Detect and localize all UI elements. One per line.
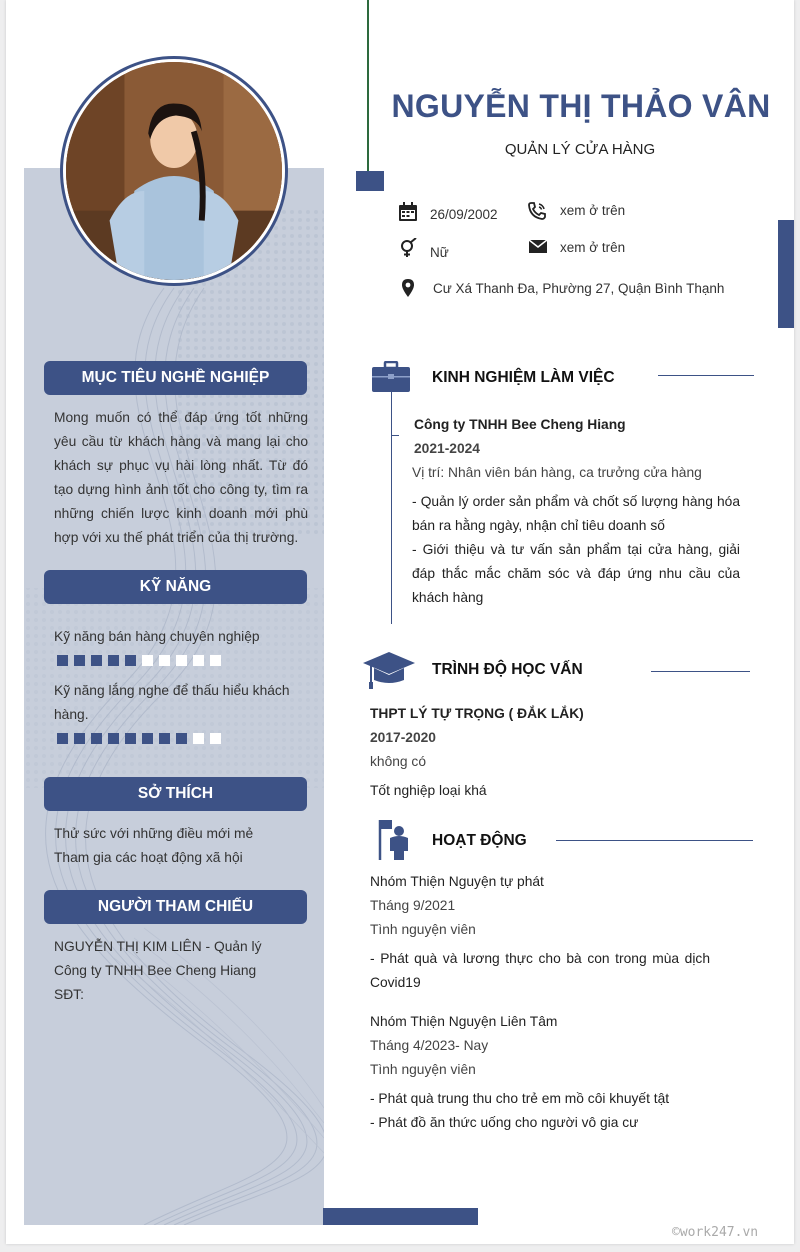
experience-period: 2021-2024 (414, 441, 480, 456)
address: Cư Xá Thanh Đa, Phường 27, Quận Bình Thạnh (433, 281, 725, 296)
skill-square-empty (193, 655, 204, 666)
graduation-cap-icon (361, 650, 417, 695)
experience-duty: - Giới thiệu và tư vấn sản phẩm tại cửa hàng, giải đáp thắc mắc chăm sóc và đáp ứng nhu cầu của khách hàng (412, 542, 740, 605)
skill-square-filled (125, 733, 136, 744)
activity-role: Tình nguyện viên (370, 1062, 476, 1077)
location-pin-icon (398, 278, 418, 298)
objective-header: MỤC TIÊU NGHỀ NGHIỆP (44, 361, 307, 395)
references-text: NGUYỄN THỊ KIM LIÊN - Quản lý Công ty TNHH Bee Cheng Hiang SĐT: (54, 939, 262, 1002)
email: xem ở trên (560, 240, 626, 255)
skills-header: KỸ NĂNG (44, 570, 307, 604)
skill-square-filled (159, 733, 170, 744)
references-header: NGƯỜI THAM CHIẾU (44, 890, 307, 924)
timeline-tick (391, 435, 399, 436)
skill-level-bar (57, 655, 221, 667)
skill-square-filled (142, 733, 153, 744)
skill-square-empty (193, 733, 204, 744)
activities-title: HOẠT ĐỘNG (432, 832, 527, 849)
skill-square-empty (210, 655, 221, 666)
hobby-item: Tham gia các hoạt động xã hội (54, 850, 243, 865)
skill-square-filled (91, 733, 102, 744)
phone: xem ở trên (560, 203, 626, 218)
watermark: ©work247.vn (672, 1225, 759, 1240)
activity-org: Nhóm Thiện Nguyện tự phát (370, 874, 544, 889)
objective-text: Mong muốn có thể đáp ứng tốt những yêu cầu từ khách hàng và mang lại cho khách sự phục vụ hài lòng nhất. Từ đó tạo dựng hình ảnh tốt cho công ty, tìm ra những chiến lược kinh doanh mới phù hợp với xu thế phát triển của thị trường. (54, 410, 308, 545)
experience-duty: - Quản lý order sản phẩm và chốt số lượng hàng hóa bán ra hằng ngày, nhận chỉ tiêu doanh số (412, 494, 740, 533)
skill-square-filled (57, 733, 68, 744)
skill-name: Kỹ năng lắng nghe để thấu hiểu khách hàng. (54, 683, 290, 722)
activity-time: Tháng 4/2023- Nay (370, 1038, 489, 1053)
profile-photo-frame (60, 56, 288, 286)
top-vertical-line (367, 0, 369, 172)
education-period: 2017-2020 (370, 730, 436, 745)
experience-divider (658, 375, 754, 376)
education-major: không có (370, 754, 426, 769)
email-icon (528, 236, 548, 256)
skill-name: Kỹ năng bán hàng chuyên nghiệp (54, 629, 260, 644)
calendar-icon (398, 202, 418, 222)
skill-square-filled (91, 655, 102, 666)
profile-photo (66, 62, 282, 280)
experience-title: KINH NGHIỆM LÀM VIỆC (432, 369, 615, 386)
hobbies-header: SỞ THÍCH (44, 777, 307, 811)
activity-icon (376, 818, 410, 865)
skill-square-filled (125, 655, 136, 666)
skill-square-filled (176, 733, 187, 744)
education-divider (651, 671, 750, 672)
gender: Nữ (430, 245, 449, 260)
experience-company: Công ty TNHH Bee Cheng Hiang (414, 417, 626, 432)
skill-square-filled (74, 733, 85, 744)
education-result: Tốt nghiệp loại khá (370, 783, 487, 798)
phone-icon (527, 201, 547, 221)
activity-detail: - Phát quà trung thu cho trẻ em mồ côi khuyết tật (370, 1091, 670, 1106)
candidate-name: NGUYỄN THỊ THẢO VÂN (391, 88, 771, 124)
activity-time: Tháng 9/2021 (370, 898, 456, 913)
activity-detail: - Phát quà và lương thực cho bà con trong mùa dịch Covid19 (370, 951, 710, 990)
skill-square-filled (74, 655, 85, 666)
activity-role: Tình nguyện viên (370, 922, 476, 937)
accent-square (356, 171, 384, 191)
birthday: 26/09/2002 (430, 207, 498, 222)
experience-timeline (391, 391, 392, 624)
job-title: QUẢN LÝ CỬA HÀNG (504, 141, 656, 158)
activity-org: Nhóm Thiện Nguyện Liên Tâm (370, 1014, 558, 1029)
activities-divider (556, 840, 753, 841)
gender-icon (398, 238, 418, 258)
education-title: TRÌNH ĐỘ HỌC VẤN (432, 661, 583, 678)
bottom-accent-bar (323, 1208, 478, 1225)
skill-square-empty (159, 655, 170, 666)
skill-square-empty (176, 655, 187, 666)
hobby-item: Thử sức với những điều mới mẻ (54, 826, 254, 841)
skill-square-empty (142, 655, 153, 666)
skill-level-bar (57, 733, 221, 745)
skill-square-filled (108, 655, 119, 666)
skill-square-empty (210, 733, 221, 744)
skill-square-filled (57, 655, 68, 666)
activity-detail: - Phát đồ ăn thức uống cho người vô gia cư (370, 1115, 639, 1130)
experience-position: Vị trí: Nhân viên bán hàng, ca trưởng cửa hàng (412, 465, 702, 480)
right-edge-tab (778, 220, 794, 328)
skill-square-filled (108, 733, 119, 744)
education-school: THPT LÝ TỰ TRỌNG ( ĐẮK LẮK) (370, 706, 584, 721)
